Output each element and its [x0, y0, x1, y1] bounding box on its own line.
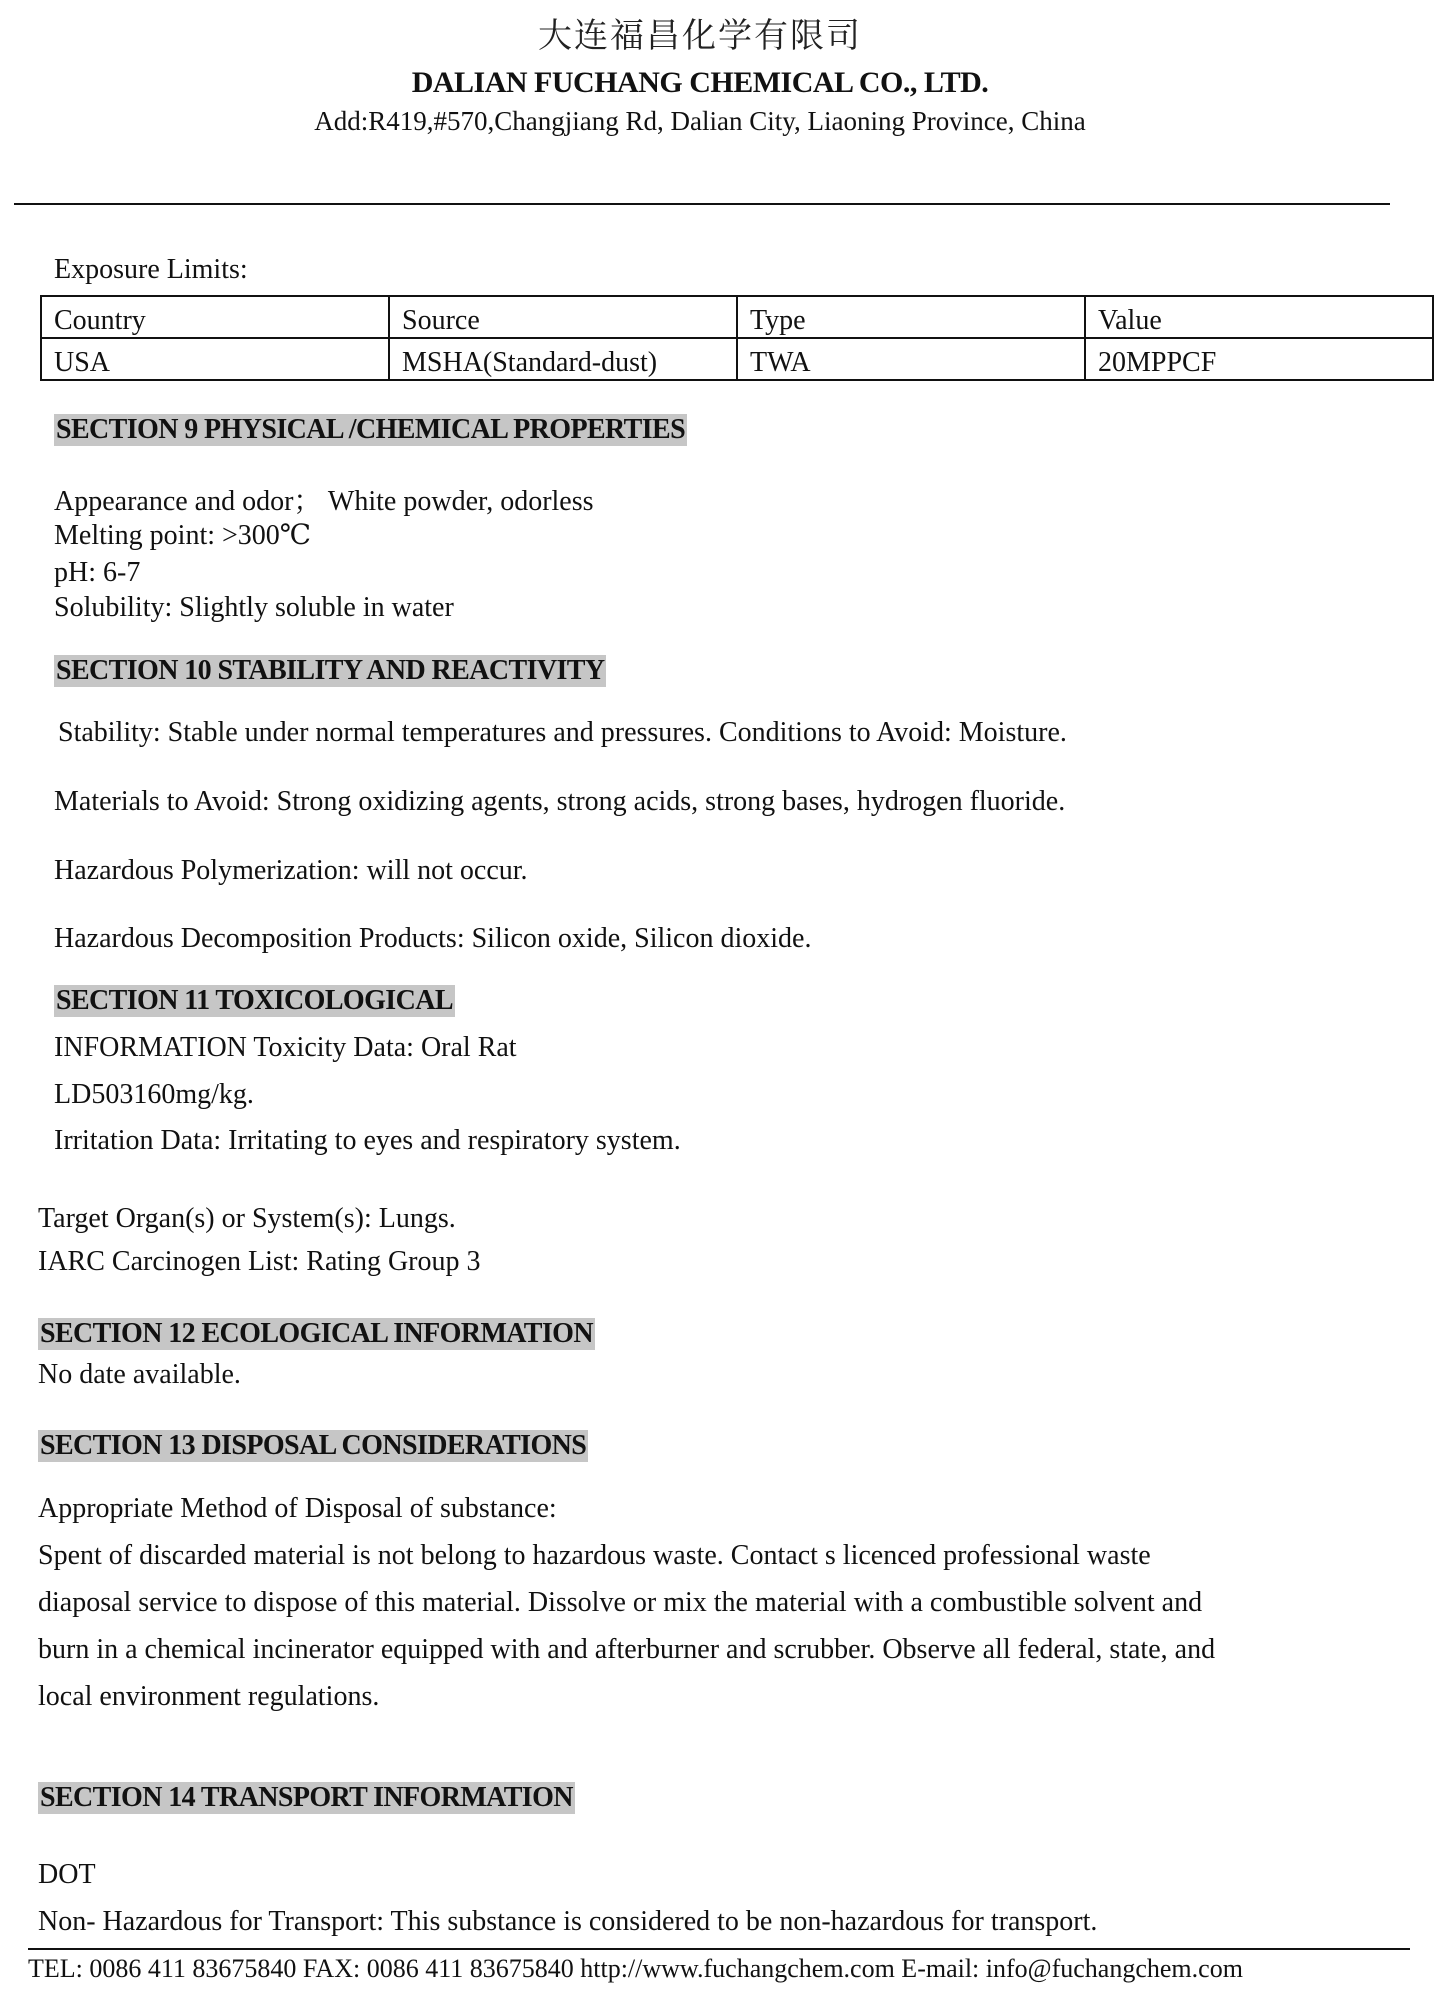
- footer-contact: TEL: 0086 411 83675840 FAX: 0086 411 83675840 http://www.fuchangchem.com E-mail: info@fuchangchem.com: [28, 1954, 1243, 1983]
- exposure-limits-label: Exposure Limits:: [54, 254, 248, 285]
- exposure-limits-table: [40, 295, 1434, 381]
- table-cell-country: USA: [41, 338, 389, 380]
- polymerization-text: Hazardous Polymerization: will not occur.: [54, 855, 528, 886]
- table-row: [41, 338, 1433, 380]
- ecological-text: No date available.: [38, 1359, 241, 1390]
- irritation-text: Irritation Data: Irritating to eyes and respiratory system.: [54, 1125, 681, 1156]
- section-11-title: SECTION 11 TOXICOLOGICAL: [56, 985, 453, 1016]
- column-header: Source: [389, 296, 737, 338]
- table-cell-type: TWA: [737, 338, 1085, 380]
- stability-text: Stability: Stable under normal temperatures and pressures. Conditions to Avoid: Moisture.: [58, 717, 1067, 748]
- section-14-title: SECTION 14 TRANSPORT INFORMATION: [40, 1782, 573, 1813]
- target-organ-text: Target Organ(s) or System(s): Lungs.: [38, 1203, 456, 1234]
- ld50-text: LD503160mg/kg.: [54, 1079, 254, 1110]
- disposal-line-3: diaposal service to dispose of this material. Dissolve or mix the material with a combustible solvent and: [38, 1587, 1203, 1618]
- materials-to-avoid-text: Materials to Avoid: Strong oxidizing agents, strong acids, strong bases, hydrogen fluoride.: [54, 786, 1066, 817]
- company-name: DALIAN FUCHANG CHEMICAL CO., LTD.: [411, 66, 989, 99]
- melting-point-text: Melting point: >300℃: [54, 520, 312, 551]
- disposal-line-2: Spent of discarded material is not belong to hazardous waste. Contact s licenced professional waste: [38, 1540, 1151, 1571]
- ph-text: pH: 6-7: [54, 557, 141, 588]
- toxicity-info-text: INFORMATION Toxicity Data: Oral Rat: [54, 1032, 517, 1063]
- column-header: Value: [1085, 296, 1433, 338]
- disposal-line-1: Appropriate Method of Disposal of substance:: [38, 1493, 557, 1524]
- company-address: Add:R419,#570,Changjiang Rd, Dalian City, Liaoning Province, China: [314, 106, 1086, 136]
- table-cell-source: MSHA(Standard-dust): [389, 338, 737, 380]
- company-name-chinese: 大连福昌化学有限司: [538, 16, 862, 56]
- solubility-text: Solubility: Slightly soluble in water: [54, 592, 454, 623]
- disposal-line-4: burn in a chemical incinerator equipped with and afterburner and scrubber. Observe all federal, state, and: [38, 1634, 1216, 1665]
- table-header-row: [41, 296, 1433, 338]
- section-12-title: SECTION 12 ECOLOGICAL INFORMATION: [40, 1318, 593, 1349]
- table-cell-value: 20MPPCF: [1085, 338, 1433, 380]
- header-divider: [14, 203, 1390, 205]
- decomposition-text: Hazardous Decomposition Products: Silicon oxide, Silicon dioxide.: [54, 923, 812, 954]
- section-9-title: SECTION 9 PHYSICAL /CHEMICAL PROPERTIES: [56, 414, 686, 445]
- footer-divider: [28, 1948, 1410, 1950]
- column-header: Country: [41, 296, 389, 338]
- disposal-line-5: local environment regulations.: [38, 1681, 380, 1712]
- dot-label: DOT: [38, 1859, 96, 1890]
- iarc-text: IARC Carcinogen List: Rating Group 3: [38, 1246, 481, 1277]
- section-13-title: SECTION 13 DISPOSAL CONSIDERATIONS: [40, 1430, 587, 1461]
- appearance-text: Appearance and odor； White powder, odorless: [54, 486, 594, 517]
- column-header: Type: [737, 296, 1085, 338]
- transport-text: Non- Hazardous for Transport: This substance is considered to be non-hazardous for transport.: [38, 1906, 1098, 1937]
- section-10-title: SECTION 10 STABILITY AND REACTIVITY: [56, 655, 605, 686]
